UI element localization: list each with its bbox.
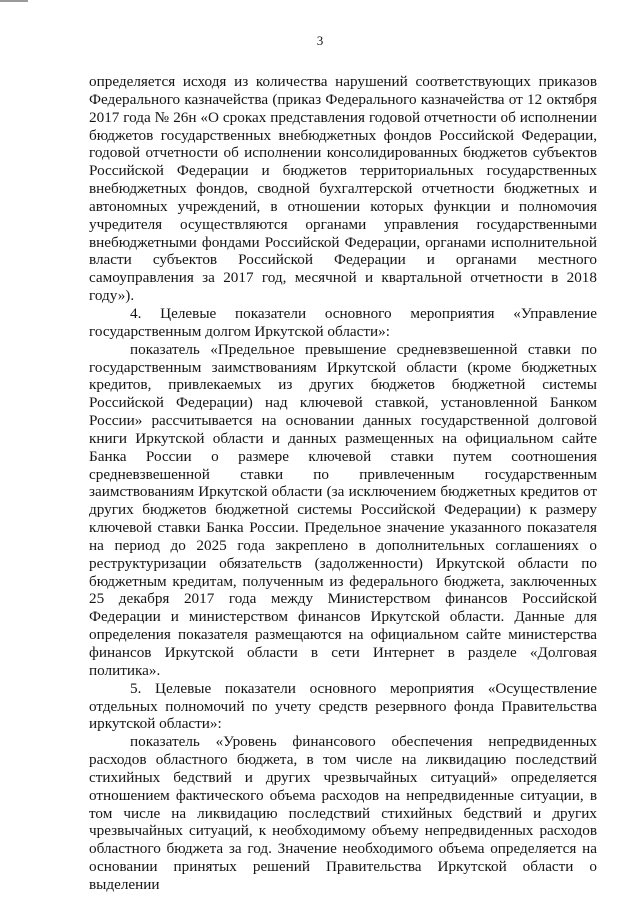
page-number: 3 [316,33,324,48]
paragraph-item-4-heading: 4. Целевые показатели основного мероприятия «Управление государственным долгом Иркутской области»: [89,304,597,340]
scan-edge-mark [0,0,28,2]
document-body [89,73,597,894]
paragraph-item-5-heading: 5. Целевые показатели основного мероприятия «Осуществление отдельных полномочий по учету средств резервного фонда Правительства иркутской области»: [89,679,597,733]
paragraph-report-deadlines: определяется исходя из количества нарушений соответствующих приказов Федерального казначейства (приказ Федерального казначейства от 12 октября 2017 года № 26н «О сроках представления годовой отчетности об исполнении бюджетов государственных внебюджетных фондов Российской Федерации, годовой отчетности об исполнении консолидированных бюджетов субъектов Российской Федерации и бюджетов территориальных государственных внебюджетных фондов, сводной бухгалтерской отчетности бюджетных и автономных учреждений, в отношении которых функции и полномочия учредителя осуществляются органами управления государственными внебюджетными фондами Российской Федерации, органами исполнительной власти субъектов Российской Федерации и органами местного самоуправления за 2017 год, месячной и квартальной отчетности в 2018 году»). [89,73,597,305]
paragraph-rate-indicator: показатель «Предельное превышение средневзвешенной ставки по государственным заимствованиям Иркутской области (кроме бюджетных кредитов, привлекаемых из других бюджетов бюджетной системы Российской Федерации) над ключевой ставкой, установленной Банком России» рассчитывается на основании данных государственной долговой книги Иркутской области и данных размещенных на официальном сайте Банка России о размере ключевой ставки путем соотношения средневзвешенной ставки по привлеченным государственным заимствованиям Иркутской области (за исключением бюджетных кредитов от других бюджетов бюджетной системы Российской Федерации) к размеру ключевой ставки Банка России. Предельное значение указанного показателя на период до 2025 года закреплено в дополнительных соглашениях о реструктуризации обязательств (задолженности) Иркутской области по бюджетным кредитам, полученным из федерального бюджета, заключенных 25 декабря 2017 года между Министерством финансов Российской Федерации и министерством финансов Иркутской области. Данные для определения показателя размещаются на официальном сайте министерства финансов Иркутской области в сети Интернет в разделе «Долговая политика». [89,340,597,679]
paragraph-reserve-indicator: показатель «Уровень финансового обеспечения непредвиденных расходов областного бюджета, в том числе на ликвидацию последствий стихийных бедствий и других чрезвычайных ситуаций» определяется отношением фактического объема расходов на непредвиденные ситуации, в том числе на ликвидацию последствий стихийных бедствий и других чрезвычайных ситуаций, к необходимому объему непредвиденных расходов областного бюджета за год. Значение необходимого объема определяется на основании принятых решений Правительства Иркутской области о выделении [89,733,597,893]
